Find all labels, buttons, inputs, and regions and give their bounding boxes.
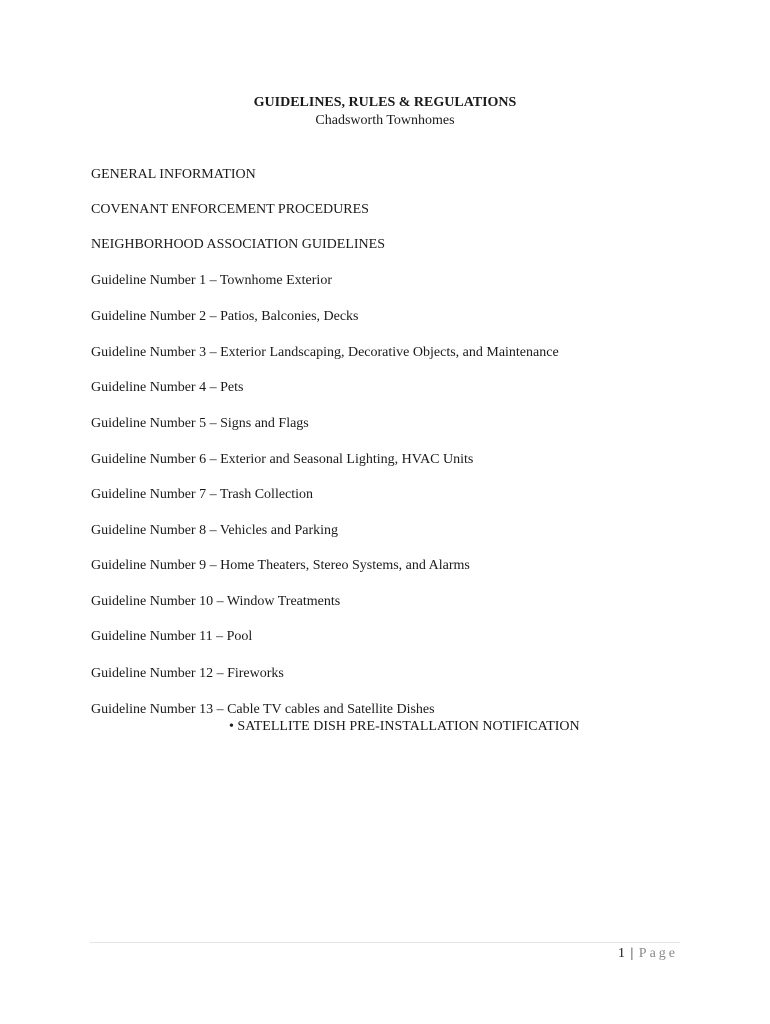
toc-entry-guideline-3: Guideline Number 3 – Exterior Landscaping, Decorative Objects, and Maintenance: [91, 345, 559, 360]
toc-entry-guideline-2: Guideline Number 2 – Patios, Balconies, Decks: [91, 309, 359, 324]
page-footer: [618, 945, 678, 962]
toc-entry-guideline-6: Guideline Number 6 – Exterior and Seasonal Lighting, HVAC Units: [91, 452, 474, 467]
footer-divider: [90, 942, 680, 943]
page-number: 1: [617, 946, 625, 961]
footer-separator: |: [630, 946, 634, 961]
document-subtitle: Chadsworth Townhomes: [315, 113, 455, 128]
toc-entry-neighborhood-guidelines: NEIGHBORHOOD ASSOCIATION GUIDELINES: [91, 237, 385, 252]
toc-entry-guideline-9: Guideline Number 9 – Home Theaters, Stereo Systems, and Alarms: [91, 558, 470, 573]
toc-entry-guideline-4: Guideline Number 4 – Pets: [91, 380, 244, 395]
toc-entry-guideline-8: Guideline Number 8 – Vehicles and Parking: [91, 523, 339, 538]
toc-entry-general-information: GENERAL INFORMATION: [91, 167, 256, 182]
toc-entry-guideline-5: Guideline Number 5 – Signs and Flags: [91, 416, 309, 431]
toc-entry-guideline-11: Guideline Number 11 – Pool: [91, 629, 253, 644]
toc-entry-guideline-12: Guideline Number 12 – Fireworks: [91, 666, 284, 681]
document-title: GUIDELINES, RULES & REGULATIONS: [253, 95, 517, 110]
toc-entry-covenant-enforcement: COVENANT ENFORCEMENT PROCEDURES: [91, 202, 369, 217]
toc-entry-guideline-1: Guideline Number 1 – Townhome Exterior: [91, 273, 332, 288]
toc-entry-guideline-10: Guideline Number 10 – Window Treatments: [91, 594, 341, 609]
toc-entry-guideline-13: Guideline Number 13 – Cable TV cables and Satellite Dishes: [91, 702, 435, 717]
toc-sub-bullet: • SATELLITE DISH PRE-INSTALLATION NOTIFICATION: [229, 719, 580, 734]
toc-entry-guideline-7: Guideline Number 7 – Trash Collection: [91, 487, 314, 502]
footer-page-label: Page: [638, 946, 678, 961]
